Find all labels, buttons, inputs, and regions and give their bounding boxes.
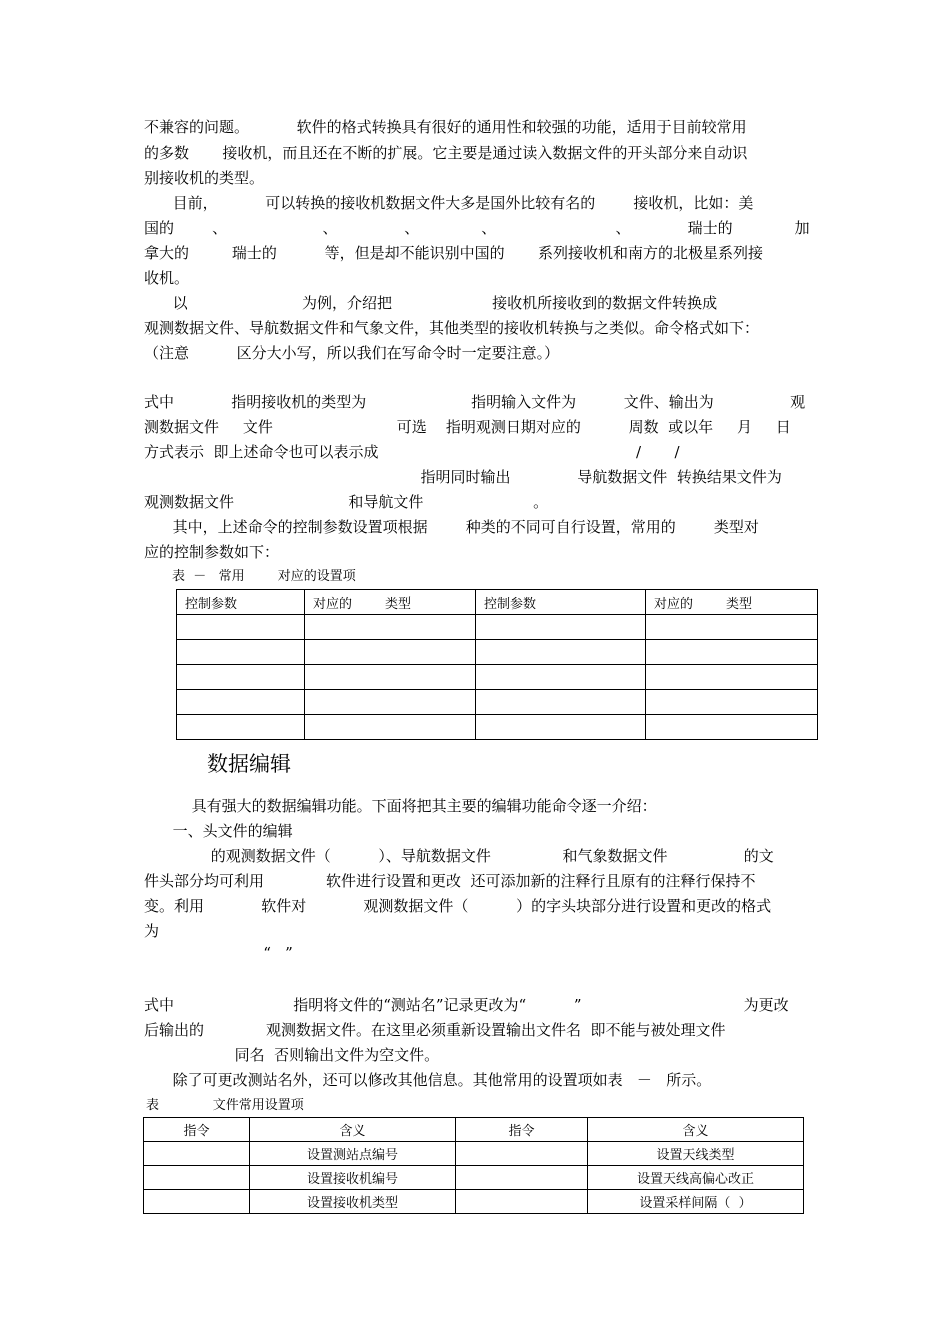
paragraph-line: 其中，上述命令的控制参数设置项根据 种类的不同可自行设置，常用的 类型对 xyxy=(144,518,759,536)
paragraph-line: 同名 否则输出文件为空文件。 xyxy=(144,1046,440,1064)
paragraph-line: 应的控制参数如下： xyxy=(144,543,280,561)
paragraph-line: （注意 区分大小写，所以我们在写命令时一定要注意。） xyxy=(144,344,560,362)
table-cell xyxy=(177,640,305,665)
paragraph-line: 除了可更改测站名外，还可以修改其他信息。其他常用的设置项如表 － 所示。 xyxy=(144,1071,712,1089)
paragraph-line: “ ” xyxy=(144,944,293,962)
table-cell xyxy=(144,1166,250,1190)
header-cell: 对应的 类型 xyxy=(305,590,476,615)
paragraph-line: 式中 指明将文件的“测站名”记录更改为“ ” 为更改 xyxy=(144,996,789,1014)
table-cell: 设置采样间隔（ ） xyxy=(588,1190,804,1214)
table-cell xyxy=(144,1142,250,1166)
section-heading: 数据编辑 xyxy=(207,752,291,776)
paragraph-line: 方式表示 即上述命令也可以表示成 / / xyxy=(144,443,680,461)
paragraph-line: 国的 、 、 、 、 、 瑞士的 加 xyxy=(144,219,810,237)
table-cell xyxy=(305,640,476,665)
table-cell: 设置接收机编号 xyxy=(250,1166,456,1190)
table-row xyxy=(177,715,818,740)
table-cell xyxy=(476,690,646,715)
table-cell xyxy=(476,715,646,740)
paragraph-line: 不兼容的问题。 软件的格式转换具有很好的通用性和较强的功能，适用于目前较常用 xyxy=(144,118,747,136)
paragraph-line: 目前， 可以转换的接收机数据文件大多是国外比较有名的 接收机，比如：美 xyxy=(144,194,754,212)
paragraph-line: 具有强大的数据编辑功能。下面将把其主要的编辑功能命令逐一介绍： xyxy=(144,797,657,815)
table-cell xyxy=(646,640,818,665)
paragraph-line: 式中 指明接收机的类型为 指明输入文件为 文件、输出为 观 xyxy=(144,393,806,411)
table-row xyxy=(144,1166,804,1190)
table-header-row xyxy=(177,590,818,615)
table-header-row xyxy=(144,1118,804,1142)
paragraph-line: 观测数据文件 和导航文件 。 xyxy=(144,493,549,511)
table-cell: 设置天线类型 xyxy=(588,1142,804,1166)
table1-caption: 表 － 常用 对应的设置项 xyxy=(172,569,356,584)
table-cell xyxy=(476,665,646,690)
paragraph-line: 观测数据文件、导航数据文件和气象文件，其他类型的接收机转换与之类似。命令格式如下： xyxy=(144,319,760,337)
paragraph-line: 件头部分均可利用 软件进行设置和更改 还可添加新的注释行且原有的注释行保持不 xyxy=(144,872,756,890)
table-cell xyxy=(305,715,476,740)
table-row xyxy=(177,640,818,665)
table-row xyxy=(177,690,818,715)
table-cell xyxy=(177,665,305,690)
table-row xyxy=(144,1142,804,1166)
header-cell: 对应的 类型 xyxy=(646,590,818,615)
control-params-table xyxy=(176,589,818,740)
table-cell xyxy=(177,715,305,740)
table-cell xyxy=(456,1190,588,1214)
header-cell: 控制参数 xyxy=(177,590,305,615)
table-cell xyxy=(646,615,818,640)
paragraph-line: 一、头文件的编辑 xyxy=(144,822,293,840)
header-cell: 指令 xyxy=(144,1118,250,1142)
paragraph-line: 的多数 接收机，而且还在不断的扩展。它主要是通过读入数据文件的开头部分来自动识 xyxy=(144,144,748,162)
paragraph-line: 别接收机的类型。 xyxy=(144,169,265,187)
header-settings-table xyxy=(143,1117,804,1214)
table-cell xyxy=(305,615,476,640)
table-cell: 设置测站点编号 xyxy=(250,1142,456,1166)
table-cell xyxy=(476,640,646,665)
table-cell xyxy=(646,715,818,740)
paragraph-line: 测数据文件 文件 可选 指明观测日期对应的 周数 或以年 月 日 xyxy=(144,418,791,436)
table-cell: 设置接收机类型 xyxy=(250,1190,456,1214)
table2-caption: 表 文件常用设置项 xyxy=(146,1098,304,1113)
table-cell xyxy=(177,690,305,715)
paragraph-line: 的观测数据文件（ ）、导航数据文件 和气象数据文件 的文 xyxy=(144,847,774,865)
table-row xyxy=(177,665,818,690)
header-cell: 指令 xyxy=(456,1118,588,1142)
table-cell xyxy=(646,665,818,690)
table-cell xyxy=(305,665,476,690)
paragraph-line: 为 xyxy=(144,922,160,940)
paragraph-line: 后输出的 观测数据文件。在这里必须重新设置输出文件名 即不能与被处理文件 xyxy=(144,1021,726,1039)
paragraph-line: 以 为例，介绍把 接收机所接收到的数据文件转换成 xyxy=(144,294,718,312)
paragraph-line: 收机。 xyxy=(144,269,190,287)
table-cell xyxy=(456,1166,588,1190)
paragraph-line: 指明同时输出 导航数据文件 转换结果文件为 xyxy=(144,468,782,486)
table-cell: 设置天线高偏心改正 xyxy=(588,1166,804,1190)
table-row xyxy=(144,1190,804,1214)
table-row xyxy=(177,615,818,640)
table-cell xyxy=(305,690,476,715)
header-cell: 含义 xyxy=(588,1118,804,1142)
header-cell: 含义 xyxy=(250,1118,456,1142)
paragraph-line: 拿大的 瑞士的 等，但是却不能识别中国的 系列接收机和南方的北极星系列接 xyxy=(144,244,763,262)
table-cell xyxy=(456,1142,588,1166)
paragraph-line: 变。利用 软件对 观测数据文件（ ）的字头块部分进行设置和更改的格式 xyxy=(144,897,772,915)
header-cell: 控制参数 xyxy=(476,590,646,615)
table-cell xyxy=(476,615,646,640)
table-cell xyxy=(646,690,818,715)
table-cell xyxy=(177,615,305,640)
table-cell xyxy=(144,1190,250,1214)
